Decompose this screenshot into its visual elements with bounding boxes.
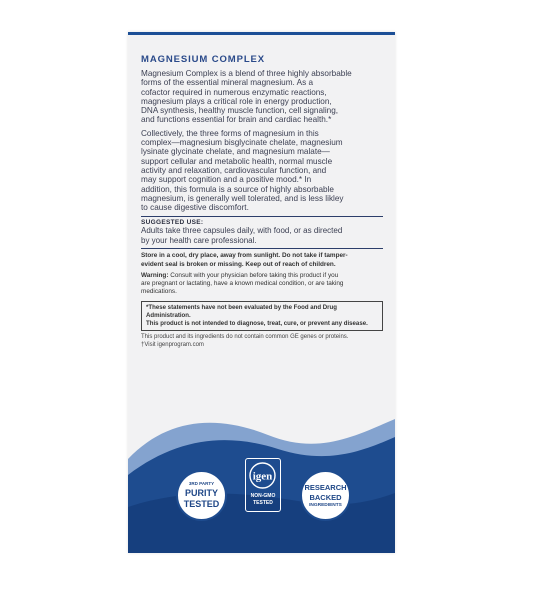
- storage-instructions: Store in a cool, dry place, away from sunlight. Do not take if tamper- evident seal is broken or missing. Keep out of reach of children.: [141, 252, 348, 268]
- research-backed-badge: RESEARCH BACKED INGREDIENTS: [300, 470, 351, 521]
- divider: [141, 248, 383, 249]
- footnote: This product and its ingredients do not contain common GE genes or proteins. †Visit igenprogram.com: [141, 334, 349, 348]
- label-content: [141, 54, 383, 349]
- warning-text: Warning: Consult with your physician before taking this product if you are pregnant or lactating, have a known medical condition, or are taking medications.: [141, 271, 344, 296]
- product-title: MAGNESIUM COMPLEX: [141, 54, 266, 65]
- fda-statement-box: *These statements have not been evaluated by the Food and Drug Administration. This product is not intended to diagnose, treat, cure, or prevent any disease.: [141, 301, 383, 331]
- product-box-side-panel: [128, 32, 395, 553]
- description-paragraph-2: Collectively, the three forms of magnesium in this complex—magnesium bisglycinate chelate, magnesium lysinate glycinate chelate, and magnesium malate— support cellular and metabolic health, normal muscle activity and relaxation, cardiovascular function, and may support cognition and a positive mood.* In addition, this formula is a source of highly absorbable magnesium, is generally well tolerated, and is less likley to cause digestive discomfort.: [141, 128, 344, 213]
- description-paragraph-1: Magnesium Complex is a blend of three highly absorbable forms of the essential mineral magnesium. As a cofactor required in numerous enzymatic reactions, magnesium plays a critical role in energy production, DNA synthesis, healthy muscle function, cell signaling, and functions essential for brain and cardiac health.*: [141, 69, 352, 125]
- igen-logo-icon: [246, 461, 279, 491]
- divider: [141, 216, 383, 217]
- suggested-use-label: SUGGESTED USE:: [141, 219, 204, 227]
- igen-non-gmo-badge: igen NON-GMO TESTED: [245, 458, 281, 512]
- svg-text:igen: igen: [252, 470, 273, 483]
- top-accent-bar: [128, 32, 395, 35]
- purity-tested-badge: 3RD PARTY PURITY TESTED: [176, 470, 227, 521]
- suggested-use-text: Adults take three capsules daily, with food, or as directed by your health care professional.: [141, 226, 343, 245]
